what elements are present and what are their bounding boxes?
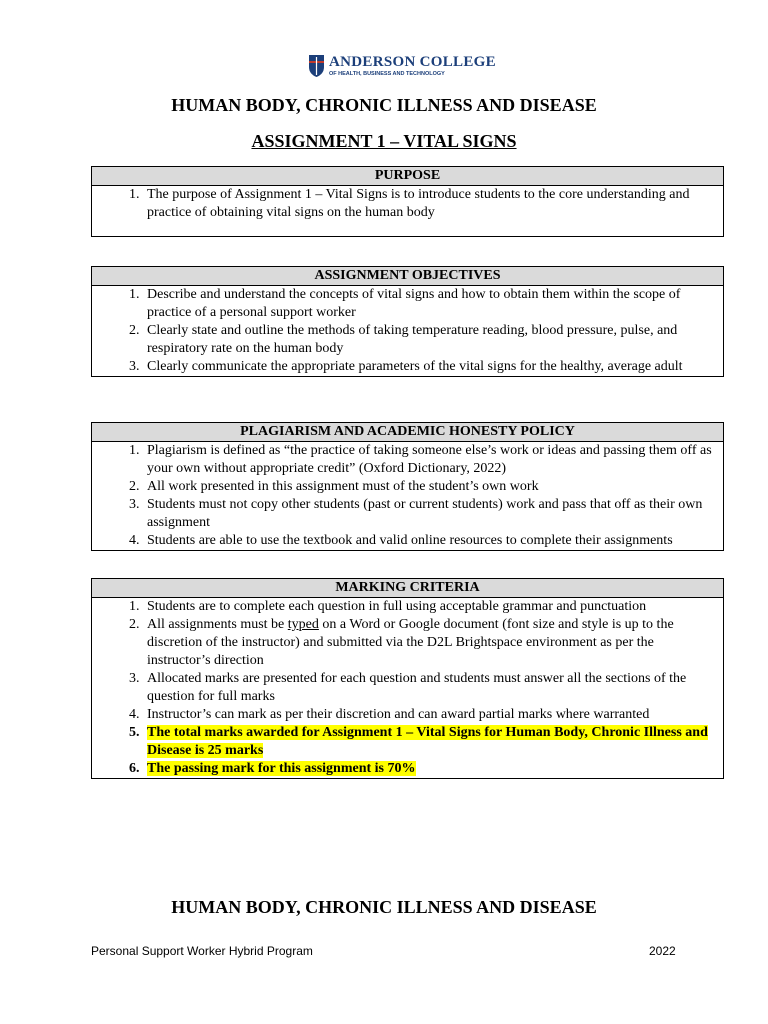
course-title-repeat: HUMAN BODY, CHRONIC ILLNESS AND DISEASE (171, 897, 597, 917)
purpose-table (91, 166, 724, 237)
list-item: 2. All work presented in this assignment must of the student’s own work (143, 478, 717, 496)
objectives-body (92, 286, 724, 377)
shield-logo-icon (308, 54, 325, 78)
footer-program: Personal Support Worker Hybrid Program (91, 944, 313, 958)
marking-body (92, 598, 724, 779)
purpose-body (92, 186, 724, 237)
college-logo (308, 52, 496, 80)
item-text: All assignments must be (147, 617, 288, 632)
marking-heading: MARKING CRITERIA (92, 579, 724, 598)
highlighted-text: The passing mark for this assignment is 70% (147, 761, 416, 776)
list-item: 3. Allocated marks are presented for each question and students must answer all the sections of the question for full marks (143, 670, 717, 706)
assignment-title: ASSIGNMENT 1 – VITAL SIGNS (251, 131, 517, 151)
typed-underlined-word: typed (287, 617, 319, 632)
objectives-heading: ASSIGNMENT OBJECTIVES (92, 267, 724, 286)
logo-subtitle: OF HEALTH, BUSINESS AND TECHNOLOGY (329, 70, 445, 77)
purpose-heading: PURPOSE (92, 167, 724, 186)
highlighted-text: The total marks awarded for Assignment 1 – Vital Signs for Human Body, Chronic Illness and Disease is 25 marks (147, 725, 708, 758)
list-item: 1. The purpose of Assignment 1 – Vital Signs is to introduce students to the core understanding and practice of obtaining vital signs on the human body (143, 186, 717, 222)
list-item: 1. Describe and understand the concepts of vital signs and how to obtain them within the scope of practice of a personal support worker (143, 286, 717, 322)
objectives-table (91, 266, 724, 377)
list-item: 3. Students must not copy other students (past or current students) work and pass that off as their own assignment (143, 496, 717, 532)
plagiarism-body (92, 442, 724, 551)
passing-mark-item (143, 760, 717, 778)
list-item: 3. Clearly communicate the appropriate parameters of the vital signs for the healthy, average adult (143, 358, 717, 376)
list-item: 1. Plagiarism is defined as “the practice of taking someone else’s work or ideas and passing them off as your own without appropriate credit” (Oxford Dictionary, 2022) (143, 442, 717, 478)
plagiarism-table (91, 422, 724, 551)
list-item: 4. Students are able to use the textbook and valid online resources to complete their assignments (143, 532, 717, 550)
list-item (143, 616, 717, 670)
footer-year: 2022 (649, 944, 676, 958)
list-item: 1. Students are to complete each question in full using acceptable grammar and punctuation (143, 598, 717, 616)
list-item: 4. Instructor’s can mark as per their discretion and can award partial marks where warranted (143, 706, 717, 724)
logo-name: ANDERSON COLLEGE (329, 53, 496, 70)
marking-criteria-table (91, 578, 724, 779)
item-text: on a Word or Google document (font size and style is up to the discretion of the instructor) and submitted via the D2L Brightspace environment as per the instructor’s direction (147, 617, 674, 668)
list-item: 2. Clearly state and outline the methods of taking temperature reading, blood pressure, pulse, and respiratory rate on the human body (143, 322, 717, 358)
course-title: HUMAN BODY, CHRONIC ILLNESS AND DISEASE (171, 95, 597, 115)
plagiarism-heading: PLAGIARISM AND ACADEMIC HONESTY POLICY (92, 423, 724, 442)
total-marks-item (143, 724, 717, 760)
